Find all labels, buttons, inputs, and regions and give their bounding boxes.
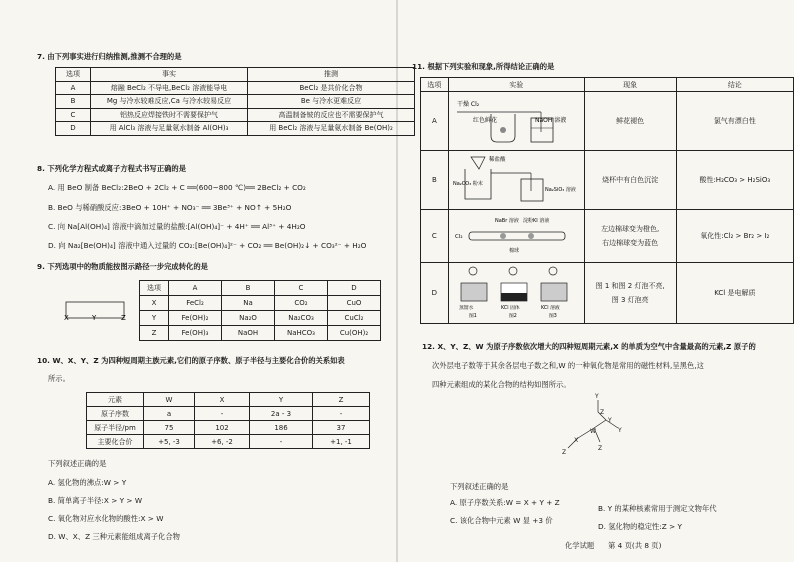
structure-atom: Z <box>562 449 567 456</box>
q11-apparatus-a <box>448 92 584 151</box>
q11-phenomenon-line: 图 3 灯泡亮 <box>611 296 649 304</box>
bulb-icon <box>509 267 517 275</box>
q10-cell: 原子半径/pm <box>87 421 144 435</box>
q9-cell: CuCl₂ <box>328 311 381 326</box>
apparatus-a-drawing <box>451 92 581 148</box>
q9-header: D <box>328 281 381 296</box>
q10-cell: - <box>313 407 370 421</box>
q12-option-a: A. 原子序数关系:W = X + Y + Z <box>450 498 560 507</box>
lab-label: Na₂SiO₃ 溶液 <box>545 187 577 193</box>
q7-stem: 7. 由下列事实进行归纳推测,推测不合理的是 <box>37 52 182 61</box>
q10-option-a: A. 氢化物的沸点:W > Y <box>48 478 127 487</box>
q9-cell: Z <box>140 326 169 341</box>
q12-option-c: C. 该化合物中元素 W 显 +3 价 <box>450 516 553 525</box>
lab-label: 棉球 <box>509 248 520 254</box>
q7-header: 事实 <box>91 68 248 82</box>
q10-cell: 102 <box>195 421 250 435</box>
q11-option: D <box>421 263 449 324</box>
q7-cell: D <box>56 122 91 136</box>
structure-atom: Y <box>618 427 622 434</box>
structure-atom: Y <box>608 417 612 424</box>
lab-label: 蒸馏水 <box>459 306 474 311</box>
q11-phenomenon: 鲜花褪色 <box>584 92 676 151</box>
conductivity-setup-2 <box>501 267 527 301</box>
q11-apparatus-c <box>448 210 584 263</box>
q9-cell: CuO <box>328 296 381 311</box>
structure-atom: Z <box>600 409 605 416</box>
q9-cell: Cu(OH)₂ <box>328 326 381 341</box>
q11-apparatus-b <box>448 151 584 210</box>
structure-atom: W <box>590 428 596 435</box>
bulb-icon <box>469 267 477 275</box>
q10-cell: 2a - 3 <box>250 407 313 421</box>
conductivity-setup-1 <box>461 267 487 301</box>
q10-cell: +1, -1 <box>313 435 370 449</box>
q12-option-b: B. Y 的某种核素常用于测定文物年代 <box>598 504 717 513</box>
q11-phenomenon-d <box>584 263 676 324</box>
q10-cell: - <box>250 435 313 449</box>
q10-cell: 原子序数 <box>87 407 144 421</box>
bulb-icon <box>549 267 557 275</box>
q10-header: 元素 <box>87 393 144 407</box>
q12-stem: 12. X、Y、Z、W 为原子序数依次增大的四种短周期元素,X 的单质为空气中含量最高的元素,Z 原子的 <box>422 342 756 351</box>
structure-atom: Y <box>595 393 599 400</box>
q11-phenomenon-c <box>584 210 676 263</box>
q11-conclusion: KCl 是电解质 <box>676 263 793 324</box>
q8-stem: 8. 下列化学方程式或离子方程式书写正确的是 <box>37 164 187 173</box>
lab-label: KCl 溶液 <box>541 306 560 311</box>
q9-cell: Fe(OH)₃ <box>169 326 222 341</box>
lab-label: 图3 <box>549 314 558 319</box>
q11-option: C <box>421 210 449 263</box>
q7-cell: C <box>56 108 91 122</box>
q9-header: 选项 <box>140 281 169 296</box>
q11-apparatus-d <box>448 263 584 324</box>
q10-table <box>86 392 370 449</box>
q7-header: 推测 <box>248 68 415 82</box>
q10-header: Z <box>313 393 370 407</box>
funnel-icon <box>471 157 485 169</box>
q10-cell: 37 <box>313 421 370 435</box>
q7-cell: 熔融 BeCl₂ 不导电,BeCl₂ 溶液能导电 <box>91 81 248 95</box>
q11-stem: 11. 根据下列实验和现象,所得结论正确的是 <box>412 62 555 71</box>
structure-atom: Z <box>598 445 603 452</box>
q7-cell: Mg 与冷水较难反应,Ca 与冷水较易反应 <box>91 95 248 109</box>
apparatus-b-drawing <box>451 151 581 207</box>
cotton-ball-icon <box>528 233 534 239</box>
q9-cell: CO₂ <box>275 296 328 311</box>
q9-diagram-y: Y <box>92 314 97 322</box>
q9-diagram-z: Z <box>121 314 126 322</box>
lab-label: Na₂CO₃ 粉末 <box>453 181 484 187</box>
lab-label: Cl₂ <box>455 234 463 240</box>
q11-phenomenon-line: 右边棉球变为蓝色 <box>602 239 659 247</box>
q7-cell: Be 与冷水更难反应 <box>248 95 415 109</box>
beaker-icon <box>521 179 543 201</box>
q9-cell: Fe(OH)₂ <box>169 311 222 326</box>
footer-subject: 化学试题 <box>565 541 595 550</box>
glass-tube-icon <box>469 232 565 240</box>
q11-header: 实验 <box>448 78 584 92</box>
q10-option-d: D. W、X、Z 三种元素能组成离子化合物 <box>48 532 180 541</box>
q9-cell: Na₂CO₃ <box>275 311 328 326</box>
lab-label: NaOH 溶液 <box>535 117 567 124</box>
q7-cell: B <box>56 95 91 109</box>
q10-stem-cont: 所示。 <box>48 374 70 383</box>
q11-conclusion: 酸性:H₂CO₃ > H₂SiO₃ <box>676 151 793 210</box>
q10-option-c: C. 氧化物对应水化物的酸性:X > W <box>48 514 164 523</box>
q11-option: A <box>421 92 449 151</box>
q10-cell: a <box>144 407 195 421</box>
red-flower-icon <box>500 127 506 133</box>
q9-cell: NaOH <box>222 326 275 341</box>
q7-cell: 高温制备铍的反应也不需要保护气 <box>248 108 415 122</box>
q12-sub: 下列叙述正确的是 <box>450 482 509 491</box>
q10-cell: 186 <box>250 421 313 435</box>
q12-option-d: D. 氢化物的稳定性:Z > Y <box>598 522 683 531</box>
q10-sub: 下列叙述正确的是 <box>48 459 107 468</box>
conductivity-setup-3 <box>541 267 567 301</box>
q10-cell: - <box>195 407 250 421</box>
q9-table <box>139 280 381 341</box>
apparatus-c-drawing <box>451 210 581 260</box>
q10-cell: 主要化合价 <box>87 435 144 449</box>
lab-label: NaBr 溶液 <box>495 218 520 224</box>
q10-header: X <box>195 393 250 407</box>
lab-label: 图1 <box>469 314 478 319</box>
footer-page: 第 4 页(共 8 页) <box>608 541 662 550</box>
q12-stem-cont: 次外层电子数等于其余各层电子数之和,W 的一种氧化物是常用的磁性材料,呈黑色,这 <box>432 361 704 370</box>
q11-conclusion: 氯气有漂白性 <box>676 92 793 151</box>
q11-header: 选项 <box>421 78 449 92</box>
q7-header: 选项 <box>56 68 91 82</box>
q9-cell: FeCl₂ <box>169 296 222 311</box>
q10-stem: 10. W、X、Y、Z 为四种短周期主族元素,它们的原子序数、原子半径与主要化合价的关系如表 <box>37 356 345 365</box>
lab-label: 稀盐酸 <box>489 157 506 163</box>
q9-diagram-x: X <box>64 314 69 322</box>
q7-cell: 用 AlCl₃ 溶液与足量氨水制备 Al(OH)₃ <box>91 122 248 136</box>
q9-cell: Na₂O <box>222 311 275 326</box>
q11-conclusion: 氧化性:Cl₂ > Br₂ > I₂ <box>676 210 793 263</box>
q11-phenomenon-line: 图 1 和图 2 灯泡不亮, <box>595 282 665 290</box>
cotton-ball-icon <box>500 233 506 239</box>
q9-stem: 9. 下列选项中的物质能按图示路径一步完成转化的是 <box>37 262 208 271</box>
lab-label: 红色鲜花 <box>473 117 498 124</box>
q10-header: Y <box>250 393 313 407</box>
q7-cell: 铝热反应焊接铁时不需要保护气 <box>91 108 248 122</box>
q12-stem-cont: 四种元素组成的某化合物的结构如图所示。 <box>432 380 571 389</box>
q11-phenomenon: 烧杯中有白色沉淀 <box>584 151 676 210</box>
q8-option-c: C. 向 Na[Al(OH)₄] 溶液中滴加过量的盐酸:[Al(OH)₄]⁻ + 4H⁺ ══ Al³⁺ + 4H₂O <box>48 222 306 231</box>
q10-option-b: B. 简单离子半径:X > Y > W <box>48 496 143 505</box>
q10-cell: +6, -2 <box>195 435 250 449</box>
q9-cell: Na <box>222 296 275 311</box>
lab-label: 淀粉KI 溶液 <box>523 218 550 224</box>
q9-header: A <box>169 281 222 296</box>
q11-table <box>420 77 794 324</box>
q10-header: W <box>144 393 195 407</box>
q7-cell: A <box>56 81 91 95</box>
q9-cell: Y <box>140 311 169 326</box>
q9-cell: X <box>140 296 169 311</box>
q12-structure-diagram <box>556 390 636 460</box>
q8-option-d: D. 向 Na₂[Be(OH)₄] 溶液中通入过量的 CO₂:[Be(OH)₄]²⁻ + CO₂ ══ Be(OH)₂↓ + CO₃²⁻ + H₂O <box>48 241 367 250</box>
q11-header: 结论 <box>676 78 793 92</box>
q7-cell: BeCl₂ 是共价化合物 <box>248 81 415 95</box>
q9-cell: NaHCO₃ <box>275 326 328 341</box>
lab-label: KCl 固体 <box>501 306 520 311</box>
q7-cell: 用 BeCl₂ 溶液与足量氨水制备 Be(OH)₂ <box>248 122 415 136</box>
q9-header: B <box>222 281 275 296</box>
q11-header: 现象 <box>584 78 676 92</box>
q11-phenomenon-line: 左边棉球变为橙色, <box>601 225 660 233</box>
lab-label: 图2 <box>509 314 518 319</box>
q9-header: C <box>275 281 328 296</box>
q10-cell: 75 <box>144 421 195 435</box>
q10-cell: +5, -3 <box>144 435 195 449</box>
q7-table <box>55 67 415 136</box>
apparatus-d-drawing <box>451 263 581 321</box>
q8-option-a: A. 用 BeO 制备 BeCl₂:2BeO + 2Cl₂ + C ══(600~800 ℃)══ 2BeCl₂ + CO₂ <box>48 183 306 192</box>
q8-option-b: B. BeO 与稀硝酸反应:3BeO + 10H⁺ + NO₃⁻ ══ 3Be³⁺ + NO↑ + 5H₂O <box>48 203 292 212</box>
lab-label: 干燥 Cl₂ <box>457 101 480 108</box>
q9-conversion-diagram <box>62 300 132 322</box>
q11-option: B <box>421 151 449 210</box>
structure-atom: X <box>574 437 579 444</box>
